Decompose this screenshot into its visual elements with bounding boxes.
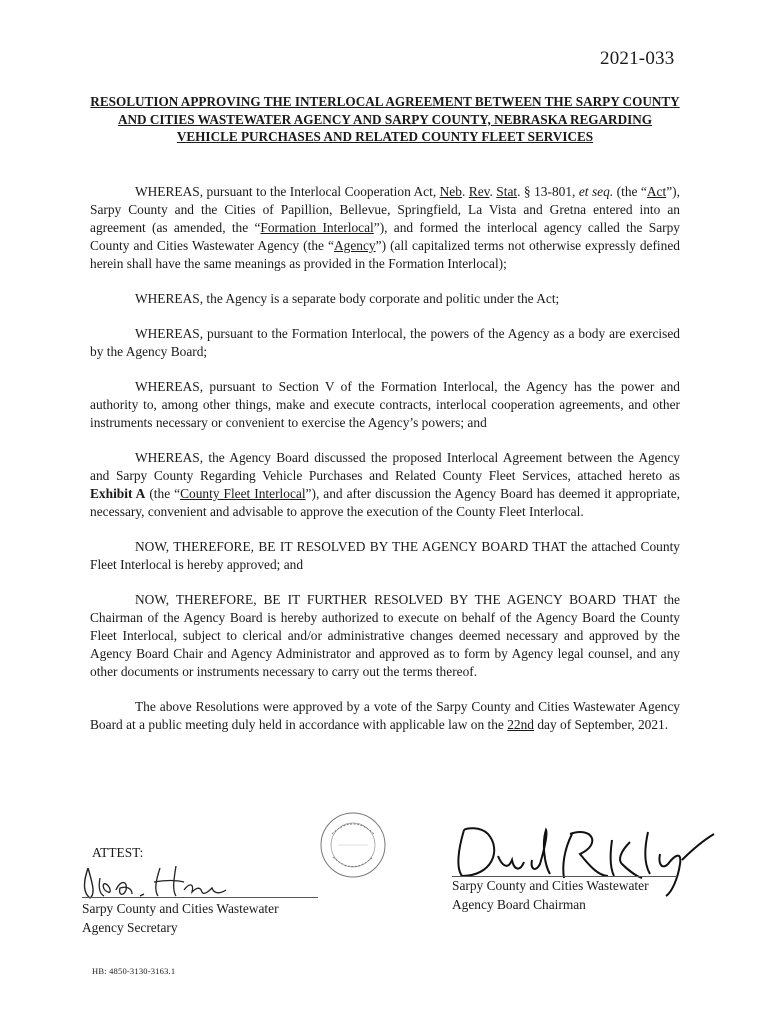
resolution-body <box>90 183 680 751</box>
resolved-paragraph-1: NOW, THEREFORE, BE IT RESOLVED BY THE AGENCY BOARD THAT the attached County Fleet Interlocal is hereby approved; and <box>90 539 680 572</box>
secretary-signature-line <box>82 897 318 898</box>
agency-seal <box>318 810 388 880</box>
text-run: Neb <box>439 184 462 199</box>
defined-term: Act <box>646 184 667 199</box>
text-run: (the “ <box>145 486 181 501</box>
text-run: . <box>489 184 497 199</box>
chairman-line-1: Sarpy County and Cities Wastewater <box>452 878 649 893</box>
document-footer-id: HB: 4850-3130-3163.1 <box>92 966 176 976</box>
text-run: ”), and after discussion the Agency Board has deemed it appropriate, necessary, convenient and advisable to approve the execution of the County Fleet Interlocal. <box>90 486 680 519</box>
defined-term: Agency <box>333 238 376 253</box>
exhibit-reference: Exhibit A <box>90 486 146 501</box>
whereas-paragraph-5 <box>90 449 680 521</box>
defined-term: Formation Interlocal <box>260 220 374 235</box>
chairman-block <box>452 876 649 914</box>
secretary-line-2: Agency Secretary <box>82 920 178 935</box>
text-run: (the “ <box>613 184 647 199</box>
text-run: et seq. <box>578 184 614 199</box>
whereas-paragraph-3: WHEREAS, pursuant to the Formation Interlocal, the powers of the Agency as a body are exercised by the Agency Board; <box>90 326 680 359</box>
whereas-paragraph-4: WHEREAS, pursuant to Section V of the Formation Interlocal, the Agency has the power and authority to, among other things, make and execute contracts, interlocal cooperation agreements, and other instruments necessary or convenient to exercise the Agency’s powers; and <box>90 379 680 430</box>
text-run: The above Resolutions were approved by a vote of the Sarpy County and Cities Wastewater Agency Board at a public meeting duly held in accordance with applicable law on the <box>90 699 680 732</box>
whereas-paragraph-1 <box>90 183 680 273</box>
secretary-line-1: Sarpy County and Cities Wastewater <box>82 901 279 916</box>
text-run: Rev <box>468 184 490 199</box>
document-number: 2021-033 <box>600 48 675 69</box>
meeting-day: 22nd <box>507 717 534 732</box>
defined-term: County Fleet Interlocal <box>180 486 306 501</box>
text-run: WHEREAS, pursuant to the Interlocal Cooperation Act, <box>135 184 440 199</box>
text-run: WHEREAS, the Agency Board discussed the proposed Interlocal Agreement between the Agency and Sarpy County Regarding Vehicle Purchases and Related County Fleet Services, attached hereto as <box>90 450 680 483</box>
secretary-block <box>82 899 279 937</box>
text-run: Stat <box>496 184 518 199</box>
text-run: . § 13-801, <box>517 184 579 199</box>
text-run: ”) (all capitalized terms not otherwise expressly defined herein shall have the same meanings as provided in the Formation Interlocal); <box>90 238 680 271</box>
attest-label: ATTEST: <box>92 845 144 860</box>
text-run: . <box>461 184 469 199</box>
resolution-title: RESOLUTION APPROVING THE INTERLOCAL AGREEMENT BETWEEN THE SARPY COUNTY AND CITIES WASTEWATER AGENCY AND SARPY COUNTY, NEBRASKA REGARDING VEHICLE PURCHASES AND RELATED COUNTY FLEET SERVICES <box>90 94 680 144</box>
chairman-line-2: Agency Board Chairman <box>452 897 586 912</box>
text-run: ”), Sarpy County and the Cities of Papillion, Bellevue, Springfield, La Vista and Gretna entered into an agreement (as amended, the “ <box>90 184 680 235</box>
whereas-paragraph-2: WHEREAS, the Agency is a separate body corporate and politic under the Act; <box>135 291 560 306</box>
text-run: ”), and formed the interlocal agency called the Sarpy County and Cities Wastewater Agency (the “ <box>90 220 680 253</box>
text-run: day of September, 2021. <box>533 717 669 732</box>
approval-paragraph <box>90 698 680 734</box>
resolved-paragraph-2: NOW, THEREFORE, BE IT FURTHER RESOLVED BY THE AGENCY BOARD THAT the Chairman of the Agency Board is hereby authorized to execute on behalf of the Agency Board the County Fleet Interlocal, subject to clerical and/or administrative changes deemed necessary and approved by the Agency Board Chair and Agency Administrator and approved as to form by Agency legal counsel, and any other documents or instruments necessary to carry out the terms thereof. <box>90 592 680 679</box>
